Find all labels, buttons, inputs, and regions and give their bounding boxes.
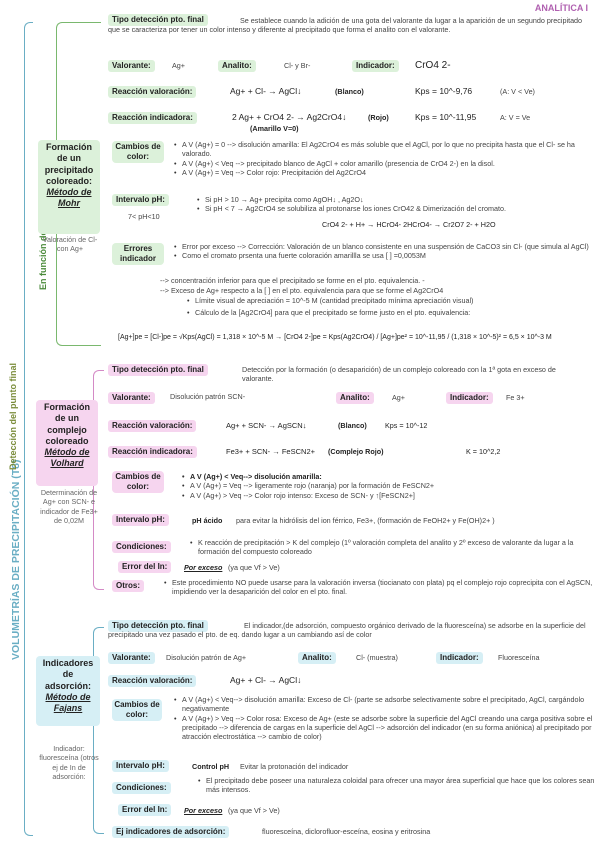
mohr-ri-cond: A: V = Ve bbox=[500, 113, 531, 122]
volhard-tipo-label: Tipo detección pto. final bbox=[108, 364, 208, 376]
fajans-rv-eq: Ag+ + Cl- → AgCl↓ bbox=[230, 675, 302, 685]
mohr-errores-sub-list bbox=[185, 296, 595, 318]
mohr-rv-eq: Ag+ + Cl- → AgCl↓ bbox=[230, 86, 302, 96]
fajans-intervalo-label: Intervalo pH: bbox=[112, 760, 169, 772]
mohr-ri-label: Reacción indicadora: bbox=[108, 112, 197, 124]
mohr-valorante: Ag+ bbox=[172, 61, 185, 70]
fajans-rv-label: Reacción valoración: bbox=[108, 675, 196, 687]
fajans-error-label: Error del In: bbox=[118, 804, 171, 816]
volhard-otros-list bbox=[162, 578, 597, 597]
volhard-title-box: Formación de un complejo coloreado Método de Volhard bbox=[36, 400, 98, 486]
list-item: • A V (Ag+) > Veq --> Color rojo intenso: Exceso de SCN- y ↑[FeSCN2+] bbox=[190, 491, 595, 500]
volhard-indicador-label: Indicador: bbox=[446, 392, 493, 404]
main-bracket bbox=[24, 22, 33, 836]
fajans-tipo-label: Tipo detección pto. final bbox=[108, 620, 208, 632]
fajans-analito: Cl- (muestra) bbox=[356, 653, 398, 662]
mohr-rv-tag: (Blanco) bbox=[335, 87, 364, 96]
volhard-error-key: Por exceso bbox=[184, 563, 223, 572]
list-item: • Si pH > 10 → Ag+ precipita como AgOH↓ , Ag2O↓ bbox=[205, 195, 600, 204]
volhard-tipo-text: Detección por la formación (o desaparición) de un complejo coloreado con la 1ª gota en exceso de valorante. bbox=[242, 365, 556, 384]
volhard-rv-k: Kps = 10^-12 bbox=[385, 421, 428, 430]
fajans-intervalo-key: Control pH bbox=[192, 762, 230, 771]
volhard-otros-label: Otros: bbox=[112, 580, 144, 592]
mohr-valorante-label: Valorante: bbox=[108, 60, 155, 72]
detection-vertical-label: Detección del punto final bbox=[8, 362, 18, 470]
volhard-rv-tag: (Blanco) bbox=[338, 421, 367, 430]
fajans-valorante-label: Valorante: bbox=[108, 652, 155, 664]
volhard-condiciones-label: Condiciones: bbox=[112, 541, 171, 553]
mohr-errores-extra-2: --> Exceso de Ag+ respecto a la [ ] en el pto. equivalencia para que se forme el Ag2CrO4 bbox=[160, 286, 444, 295]
mohr-calc-eq: [Ag+]pe = [Cl-]pe = √Kps(AgCl) = 1,318 × 10^-5 M → [CrO4 2-]pe = Kps(Ag2CrO4) / [Ag+]pe² = 10^-11,95 / (1,318 × 10^-5)² = 6,5 × 10^-3 M bbox=[118, 334, 552, 341]
volhard-intervalo-label: Intervalo pH: bbox=[112, 514, 169, 526]
mohr-ri-sub: (Amarillo V=0) bbox=[250, 124, 299, 133]
fajans-cambios-list bbox=[172, 695, 596, 742]
volhard-rv-label: Reacción valoración: bbox=[108, 420, 196, 432]
mohr-cambios-label: Cambios de color: bbox=[112, 141, 164, 163]
volhard-error-label: Error del In: bbox=[118, 561, 171, 573]
volhard-note: Determinación de Ag+ con SCN- e indicador de Fe3+ de 0,02M bbox=[40, 488, 98, 526]
mohr-rv-label: Reacción valoración: bbox=[108, 86, 196, 98]
mohr-ri-tag: (Rojo) bbox=[368, 113, 389, 122]
volhard-ri-label: Reacción indicadora: bbox=[108, 446, 197, 458]
mohr-tipo-label: Tipo detección pto. final bbox=[108, 14, 208, 26]
volhard-condiciones-list bbox=[188, 538, 596, 557]
fajans-ej-label: Ej indicadores de adsorción: bbox=[112, 826, 229, 838]
volhard-rv-eq: Ag+ + SCN- → AgSCN↓ bbox=[226, 421, 307, 430]
volhard-intervalo-text: para evitar la hidrólisis del ion férrico, Fe3+, (formación de FeOH2+ y Fe(OH)2+ ) bbox=[236, 516, 495, 525]
fajans-indicador-label: Indicador: bbox=[436, 652, 483, 664]
page-header: ANALÍTICA I bbox=[534, 3, 588, 13]
fajans-analito-label: Analito: bbox=[298, 652, 336, 664]
fajans-tipo-text: El indicador,(de adsorción, compuesto orgánico derivado de la fluoresceína) se adsorbe en la superficie del precipitado una vez pasado el pto. de eq. dando lugar a un cambiando así de color bbox=[108, 621, 586, 640]
fajans-condiciones-label: Condiciones: bbox=[112, 782, 171, 794]
mohr-rv-k: Kps = 10^-9,76 bbox=[415, 86, 473, 96]
fajans-error-key: Por exceso bbox=[184, 806, 223, 815]
volhard-ri-eq: Fe3+ + SCN- → FeSCN2+ bbox=[226, 447, 315, 456]
list-item: • Límite visual de apreciación = 10^-5 M (cantidad precipitado mínima apreciación visual) bbox=[195, 296, 595, 305]
mohr-errores-list bbox=[172, 242, 592, 261]
mohr-rv-cond: (A: V < Ve) bbox=[500, 87, 535, 96]
fajans-indicador: Fluoresceína bbox=[498, 653, 540, 662]
mohr-analito-label: Analito: bbox=[218, 60, 256, 72]
mohr-intervalo-range: 7< pH<10 bbox=[128, 212, 160, 221]
list-item: • Este procedimiento NO puede usarse para la valoración inversa (tiocianato con plata) pq el complejo rojo coprecipita con el AgSCN, impidiendo ver la desaparición del color en el pto. final. bbox=[172, 578, 597, 597]
fajans-method: Método de Fajans bbox=[45, 691, 91, 713]
fajans-error-text: (ya que Vf > Ve) bbox=[228, 806, 280, 815]
list-item: • Cálculo de la [Ag2CrO4] para que el precipitado se forme justo en el pto. equivalencia: bbox=[195, 308, 595, 317]
mohr-title-box: Formación de un precipitado coloreado: Método de Mohr bbox=[38, 140, 100, 234]
main-vertical-title: VOLUMETRÍAS DE PRECIPITACIÓN (T8) bbox=[10, 459, 22, 660]
mohr-cambios-list bbox=[172, 140, 596, 177]
mohr-note: Valoración de Cl- con Ag+ bbox=[42, 235, 98, 254]
fajans-condiciones-list bbox=[196, 776, 596, 795]
volhard-valorante-label: Valorante: bbox=[108, 392, 155, 404]
mohr-ri-eq: 2 Ag+ + CrO4 2- → Ag2CrO4↓ bbox=[232, 112, 347, 122]
list-item: • A V (Ag+) < Veq--> disolución amarilla: Exceso de Cl- (parte se adsorbe selectivamente sobre el precipitado, AgCl, cargándolo negativamente bbox=[182, 695, 596, 714]
volhard-indicador: Fe 3+ bbox=[506, 393, 525, 402]
mohr-errores-label: Errores indicador bbox=[112, 243, 164, 265]
list-item: • A V (Ag+) = Veq --> Color rojo: Precipitación del Ag2CrO4 bbox=[182, 168, 596, 177]
list-item: • A V (Ag+) < Veq--> disolución amarilla: bbox=[190, 472, 595, 481]
volhard-analito-label: Analito: bbox=[336, 392, 374, 404]
fajans-valorante: Disolución patrón de Ag+ bbox=[166, 653, 247, 662]
mohr-tipo-text: Se establece cuando la adición de una gota del valorante da lugar a la aparición de un segundo precipitado que se caracteriza por tener un color intenso y diferente al precipitado que forma el analito con el valorante. bbox=[108, 16, 583, 35]
volhard-valorante: Disolución patrón SCN- bbox=[170, 392, 246, 401]
mohr-indicador-label: Indicador: bbox=[352, 60, 399, 72]
list-item: • El precipitado debe poseer una naturaleza coloidal para ofrecer una mayor área superficial que hace que los colores sean más intensos. bbox=[206, 776, 596, 795]
mohr-intervalo-eq: CrO4 2- + H+ → HCrO4- 2HCrO4- → Cr2O7 2- + H2O bbox=[322, 220, 496, 229]
volhard-ri-tag: (Complejo Rojo) bbox=[328, 447, 384, 456]
volhard-ri-k: K = 10^2,2 bbox=[466, 447, 501, 456]
volhard-intervalo-key: pH ácido bbox=[192, 516, 223, 525]
list-item: • A V (Ag+) > Veq --> Color rosa: Exceso de Ag+ (este se adsorbe sobre la superficie del AgCl creando una carga positiva sobre el precipitado --> diferencia de cargas en la superficie del AgCl --> adsorción del indicador (en su forma aniónica) al precipitado por atracción electrostática --> cambio de color) bbox=[182, 714, 596, 742]
list-item: • Error por exceso --> Corrección: Valoración de un blanco consistente en una suspensión de CaCO3 sin Cl- (que simula al AgCl) bbox=[182, 242, 592, 251]
list-item: • A V (Ag+) = 0 --> disolución amarilla: El Ag2CrO4 es más soluble que el AgCl, por lo que no precipita hasta que el Cl- se ha valorado. bbox=[182, 140, 596, 159]
volhard-cambios-list bbox=[180, 472, 595, 500]
volhard-error-text: (ya que Vf > Ve) bbox=[228, 563, 280, 572]
mohr-analito: Cl- y Br- bbox=[284, 61, 311, 70]
mohr-method: Método de Mohr bbox=[46, 187, 92, 209]
mohr-intervalo-label: Intervalo pH: bbox=[112, 194, 169, 206]
list-item: • Como el cromato prsenta una fuerte coloración amarillla se usa [ ] =0,0053M bbox=[182, 251, 592, 260]
fajans-intervalo-text: Evitar la protonación del indicador bbox=[240, 762, 349, 771]
volhard-analito: Ag+ bbox=[392, 393, 405, 402]
volhard-cambios-label: Cambios de color: bbox=[112, 471, 164, 493]
fajans-note: Indicador: fluoresceína (otros ej de In de adsorción: bbox=[39, 744, 99, 782]
volhard-method: Método de Volhard bbox=[44, 447, 90, 469]
list-item: • K reacción de precipitación > K del complejo (1º valoración completa del analito y 2º exceso de valorante da lugar a la formación del compuesto coloreado bbox=[198, 538, 596, 557]
fajans-cambios-label: Cambios de color: bbox=[112, 699, 162, 721]
mohr-indicador: CrO4 2- bbox=[415, 60, 451, 71]
list-item: • A V (Ag+) = Veq --> ligeramente rojo (naranja) por la formación de FeSCN2+ bbox=[190, 481, 595, 490]
mohr-ri-k: Kps = 10^-11,95 bbox=[415, 112, 477, 122]
fajans-title-box: Indicadores de adsorción: Método de Fajans bbox=[36, 656, 100, 726]
list-item: • A V (Ag+) < Veq --> precipitado blanco de AgCl + color amarillo (presencia de CrO4 2-) en la disol. bbox=[182, 159, 596, 168]
fajans-ej-text: fluoresceína, diclorofluor-esceína, eosina y eritrosina bbox=[262, 827, 431, 836]
list-item: • Si pH < 7 → Ag2CrO4 se solubiliza al protonarse los iones CrO42 & Dimerización del cromato. bbox=[205, 204, 600, 213]
mohr-intervalo-list bbox=[195, 195, 600, 214]
mohr-errores-extra-1: --> concentración inferior para que el precipitado se forme en el pto. equivalencia. - bbox=[160, 276, 425, 285]
